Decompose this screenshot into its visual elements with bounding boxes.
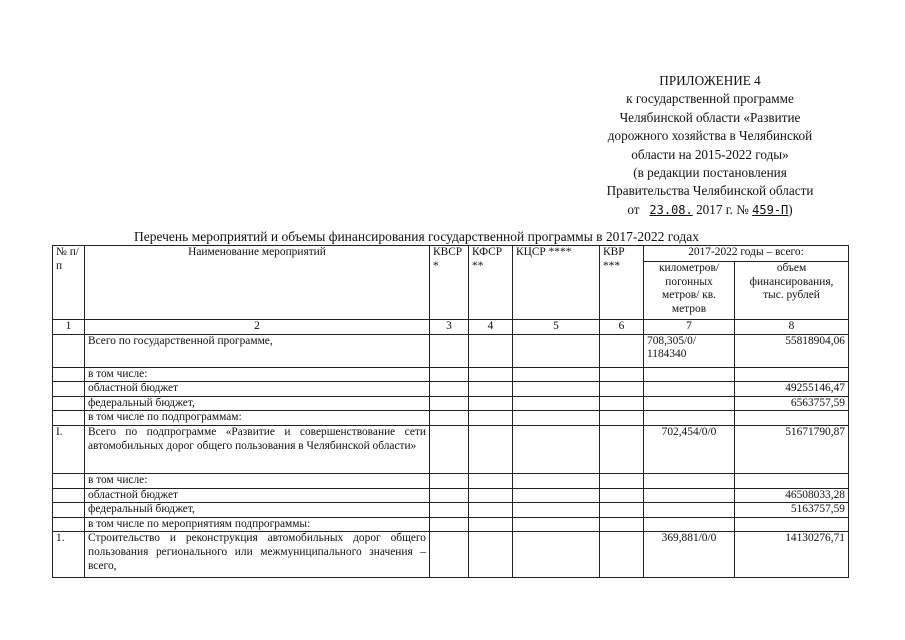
decree-number: 459-П (752, 202, 789, 217)
table-row (53, 382, 849, 397)
row-funding (735, 517, 849, 532)
program-table (52, 245, 849, 578)
appendix-line: Челябинской области «Развитие (619, 109, 801, 125)
table-row (53, 334, 849, 367)
closing-paren: ) (788, 201, 793, 217)
from-label: от (627, 201, 640, 217)
table-row (53, 532, 849, 578)
header-kvsr: КВСР * (430, 246, 469, 320)
row-name: в том числе: (85, 473, 430, 488)
row-num (53, 503, 85, 518)
header-row (53, 246, 849, 262)
row-km: 369,881/0/0 (644, 532, 735, 578)
header-funding: объем финансирования, тыс. рублей (735, 262, 849, 320)
row-funding: 55818904,06 (735, 334, 849, 367)
row-funding: 46508033,28 (735, 488, 849, 503)
row-num (53, 473, 85, 488)
row-funding: 5163757,59 (735, 503, 849, 518)
row-funding (735, 473, 849, 488)
col-number: 6 (600, 320, 644, 335)
row-name: в том числе: (85, 367, 430, 382)
decree-year: 2017 г. № (696, 201, 749, 217)
row-name: Строительство и реконструкция автомобильных дорог общего пользования регионального или межмуниципального значения – всего, (85, 532, 430, 578)
col-number: 3 (430, 320, 469, 335)
row-funding (735, 367, 849, 382)
document-title: Перечень мероприятий и объемы финансирования государственной программы в 2017-2022 годах (134, 229, 699, 244)
appendix-line: дорожного хозяйства в Челябинской (607, 128, 813, 144)
col-number: 5 (513, 320, 600, 335)
col-number: 2 (85, 320, 430, 335)
row-num (53, 411, 85, 426)
row-num (53, 334, 85, 367)
row-name: федеральный бюджет, (85, 396, 430, 411)
row-name: в том числе по подпрограммам: (85, 411, 430, 426)
row-km: 702,454/0/0 (644, 425, 735, 473)
header-kfsr: КФСР ** (469, 246, 513, 320)
row-num (53, 367, 85, 382)
row-name: областной бюджет (85, 488, 430, 503)
row-name: федеральный бюджет, (85, 503, 430, 518)
table-row (53, 473, 849, 488)
row-km (644, 517, 735, 532)
appendix-line: (в редакции постановления (633, 165, 787, 181)
header-num: № п/п (53, 246, 85, 320)
row-name: Всего по подпрограмме «Развитие и совершенствование сети автомобильных дорог общего пользования в Челябинской области» (85, 425, 430, 473)
row-funding: 6563757,59 (735, 396, 849, 411)
row-num (53, 488, 85, 503)
appendix-block (560, 72, 860, 219)
table-row (53, 367, 849, 382)
table-row (53, 517, 849, 532)
row-km (644, 396, 735, 411)
row-km (644, 473, 735, 488)
col-number: 7 (644, 320, 735, 335)
table-row (53, 411, 849, 426)
row-funding: 51671790,87 (735, 425, 849, 473)
row-num (53, 382, 85, 397)
row-km (644, 411, 735, 426)
header-kvr: КВР *** (600, 246, 644, 320)
column-number-row (53, 320, 849, 335)
row-funding: 49255146,47 (735, 382, 849, 397)
row-num: 1. (53, 532, 85, 578)
header-years: 2017-2022 годы – всего: (644, 246, 849, 262)
appendix-line: области на 2015-2022 годы» (631, 146, 789, 162)
decree-date: 23.08. (649, 202, 693, 217)
row-num (53, 396, 85, 411)
appendix-line: Правительства Челябинской области (606, 183, 814, 199)
header-kcsr: КЦСР **** (513, 246, 600, 320)
header-name: Наименование мероприятий (85, 246, 430, 320)
row-km (644, 503, 735, 518)
header-km: километров/ погонных метров/ кв. метров (644, 262, 735, 320)
row-name: в том числе по мероприятиям подпрограммы: (85, 517, 430, 532)
row-funding (735, 411, 849, 426)
row-num (53, 517, 85, 532)
col-number: 4 (469, 320, 513, 335)
row-km (644, 382, 735, 397)
col-number: 1 (53, 320, 85, 335)
row-num: I. (53, 425, 85, 473)
row-name: Всего по государственной программе, (85, 334, 430, 367)
appendix-line: к государственной программе (626, 91, 794, 107)
row-km (644, 367, 735, 382)
appendix-title: ПРИЛОЖЕНИЕ 4 (659, 73, 761, 88)
table-row (53, 488, 849, 503)
table-row (53, 503, 849, 518)
row-name: областной бюджет (85, 382, 430, 397)
row-funding: 14130276,71 (735, 532, 849, 578)
appendix-date-line (560, 201, 860, 219)
table-row (53, 396, 849, 411)
row-km (644, 488, 735, 503)
table-row (53, 425, 849, 473)
row-km: 708,305/0/ 1184340 (644, 334, 735, 367)
col-number: 8 (735, 320, 849, 335)
